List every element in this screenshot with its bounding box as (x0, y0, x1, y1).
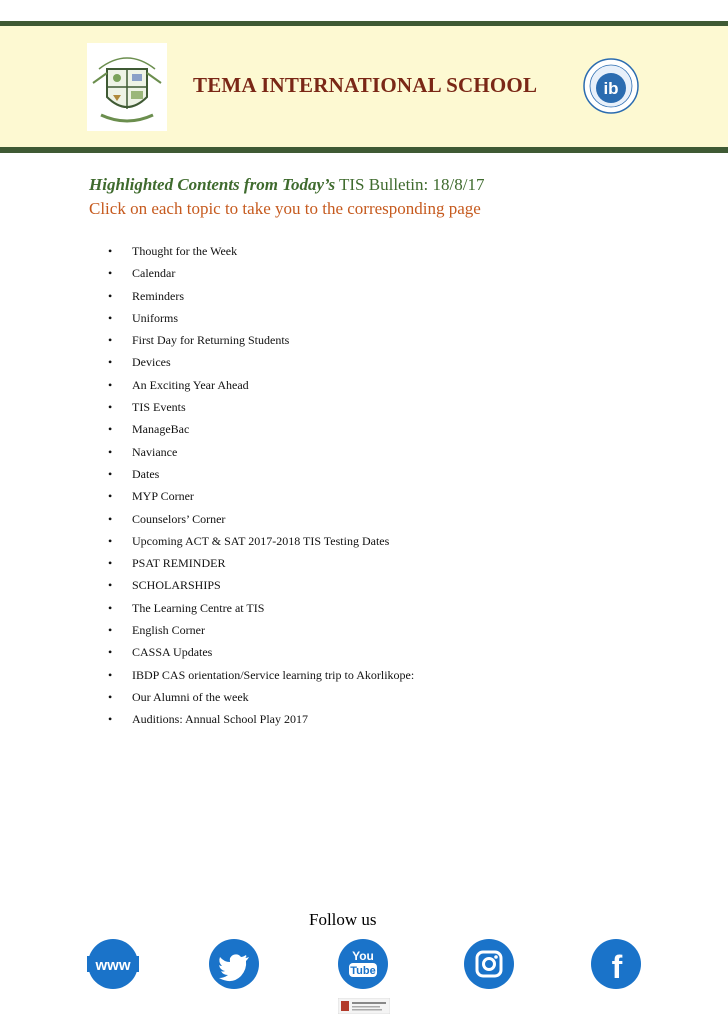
topic-link[interactable] (108, 310, 414, 332)
topic-link[interactable] (108, 444, 414, 466)
topic-link[interactable] (108, 667, 414, 689)
topic-label: SCHOLARSHIPS (132, 578, 221, 593)
svg-text:You: You (352, 949, 374, 963)
topic-label: Counselors’ Corner (132, 511, 226, 526)
svg-text:Tube: Tube (350, 965, 376, 977)
topic-link[interactable] (108, 265, 414, 287)
topic-label: English Corner (132, 623, 205, 638)
topic-label: Upcoming ACT & SAT 2017-2018 TIS Testing Dates (132, 533, 390, 548)
bullet-icon: • (108, 422, 113, 437)
bulletin-heading-italic: Highlighted Contents from Today’s (89, 175, 336, 194)
topic-link[interactable] (108, 600, 414, 622)
topic-link[interactable] (108, 377, 414, 399)
topic-link[interactable] (108, 288, 414, 310)
topic-label: Thought for the Week (132, 244, 238, 258)
topic-label: Reminders (132, 288, 184, 303)
bullet-icon: • (108, 623, 113, 638)
school-title: TEMA INTERNATIONAL SCHOOL (193, 73, 538, 97)
topic-label: Devices (132, 355, 171, 370)
topic-label: Naviance (132, 444, 178, 459)
facebook-icon[interactable] (590, 938, 642, 990)
bullet-icon: • (108, 244, 113, 258)
topic-link[interactable] (108, 466, 414, 488)
facebook-letter: f (611, 949, 623, 985)
bullet-icon: • (108, 466, 113, 481)
topic-label: Our Alumni of the week (132, 689, 249, 704)
bullet-icon: • (108, 689, 113, 704)
bullet-icon: • (108, 355, 113, 370)
topic-list (108, 243, 414, 734)
topic-label: Calendar (132, 266, 176, 281)
header-banner (0, 21, 728, 153)
bullet-icon: • (108, 712, 113, 727)
topic-link[interactable] (108, 332, 414, 354)
topic-label: Auditions: Annual School Play 2017 (132, 712, 309, 727)
topic-link[interactable] (108, 511, 414, 533)
topic-label: IBDP CAS orientation/Service learning trip to Akorlikope: (132, 667, 415, 682)
topic-label: First Day for Returning Students (132, 333, 290, 348)
topic-link[interactable] (108, 555, 414, 577)
bullet-icon: • (108, 556, 113, 571)
follow-us-label: Follow us (309, 910, 377, 929)
bullet-icon: • (108, 400, 113, 415)
topic-link[interactable] (108, 689, 414, 711)
instruction-text: Click on each topic to take you to the corresponding page (89, 199, 481, 218)
header-bottom-rule (0, 147, 728, 153)
ib-letters: ib (603, 79, 619, 98)
bullet-icon: • (108, 489, 113, 504)
instagram-icon[interactable] (463, 938, 515, 990)
bullet-icon: • (108, 667, 113, 682)
bullet-icon: • (108, 645, 113, 660)
topic-link[interactable] (108, 354, 414, 376)
topic-label: Dates (132, 466, 160, 481)
bullet-icon: • (108, 578, 113, 593)
ib-logo-icon (582, 57, 640, 115)
topic-link[interactable] (108, 711, 414, 733)
topic-link[interactable] (108, 421, 414, 443)
bullet-icon: • (108, 444, 113, 459)
school-crest-icon (87, 43, 167, 131)
topic-label: ManageBac (132, 422, 190, 437)
topic-link[interactable] (108, 577, 414, 599)
topic-label: CASSA Updates (132, 645, 213, 660)
bullet-icon: • (108, 288, 113, 303)
bullet-icon: • (108, 533, 113, 548)
header-top-rule (0, 21, 728, 26)
bullet-icon: • (108, 333, 113, 348)
topic-label: PSAT REMINDER (132, 556, 226, 571)
footer-logo-icon (338, 998, 390, 1014)
bullet-icon: • (108, 266, 113, 281)
topic-label: The Learning Centre at TIS (132, 600, 265, 615)
www-icon[interactable] (87, 938, 139, 990)
topic-link[interactable] (108, 488, 414, 510)
topic-label: Uniforms (132, 310, 178, 325)
bullet-icon: • (108, 511, 113, 526)
topic-link[interactable] (108, 399, 414, 421)
bulletin-heading-date: TIS Bulletin: 18/8/17 (335, 175, 485, 194)
bulletin-heading (89, 175, 484, 195)
topic-link[interactable] (108, 622, 414, 644)
www-text: www (95, 957, 131, 974)
topic-label: An Exciting Year Ahead (132, 377, 249, 392)
topic-link[interactable] (108, 533, 414, 555)
bullet-icon: • (108, 377, 113, 392)
twitter-icon[interactable] (208, 938, 260, 990)
topic-link[interactable] (108, 644, 414, 666)
topic-link[interactable] (108, 243, 414, 265)
bullet-icon: • (108, 310, 113, 325)
bullet-icon: • (108, 600, 113, 615)
topic-label: MYP Corner (132, 489, 194, 504)
youtube-icon[interactable] (337, 938, 389, 990)
topic-label: TIS Events (132, 400, 186, 415)
